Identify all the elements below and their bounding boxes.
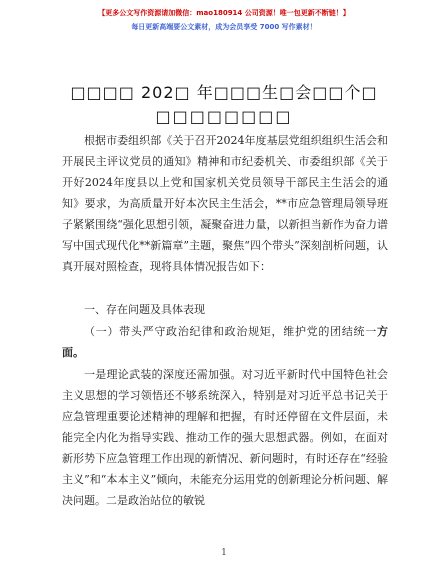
body-paragraph-1: 一是理论武装的深度还需加强。对习近平新时代中国特色社会主义思想的学习领悟还不够系统深入，特别是对习近平总书记关于应急管理重要论述精神的理解和把握，有时还停留在文件层面，未能完全内化为指导实践、推动工作的强大思想武器。例如，在面对新形势下应急管理工作出现的新情况、新问题时，有时还存在“经验主义”和“本本主义”倾向，未能充分运用党的创新理论分析问题、解决问题。二是政治站位的敏锐 [62, 368, 388, 507]
header-banner [0, 4, 448, 33]
section-heading-1: 一、存在问题及具体表现 [84, 303, 205, 316]
subsection-heading-bold: 方面。 [62, 325, 388, 359]
page-number: 1 [221, 548, 227, 558]
document-title-line-1: □□□□ 202□ 年□□□生□会□□个□ [70, 83, 378, 102]
banner-line-1: 【更多公文写作资源请加微信：mao180914 公司资源！唯一包更新不断链！】 [98, 9, 350, 17]
intro-paragraph: 根据市委组织部《关于召开2024年度基层党组织组织生活会和开展民主评议党员的通知》精神和市纪委机关、市委组织部《关于开好2024年度县以上党和国家机关党员领导干部民主生活会的通知》要求，为高质量开好本次民主生活会，**市应急管理局领导班子紧紧围绕“强化思想引领，凝聚奋进力量，以新担当新作为奋力谱写中国式现代化**新篇章”主题，聚焦“四个带头”深刻剖析问题，认真开展对照检查，现将具体情况报告如下： [62, 134, 388, 273]
document-title-line-2: □□□□□□□□ [155, 107, 293, 126]
banner-line-2: 每日更新高端要公文素材，成为会员享受 7000 写作素材！ [131, 23, 317, 31]
subsection-heading-1 [62, 321, 388, 363]
subsection-heading-text: （一）带头严守政治纪律和政治规矩，维护党的团结统一 [84, 325, 377, 338]
